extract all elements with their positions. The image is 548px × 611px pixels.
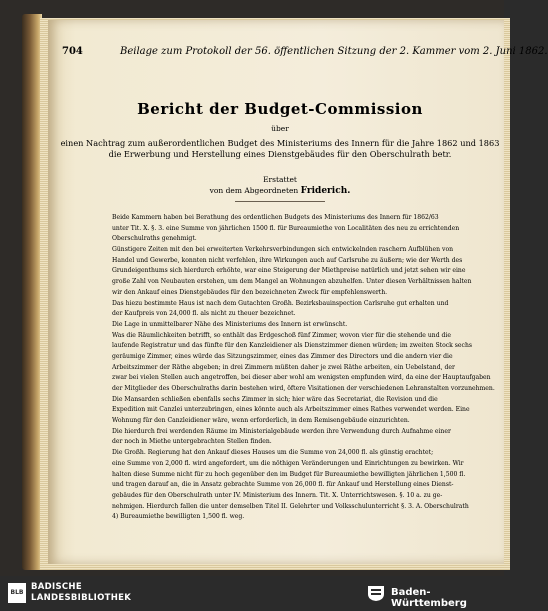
text-line: Die hierdurch frei werdenden Räume im Ministerialgebäude werden ihre Verwendung durch Aufnahme einer	[112, 427, 451, 435]
text-line: und tragen darauf an, die in Ansatz gebrachte Summe von 26,000 fl. für Ankauf und Herstellung eines Dienst-	[112, 481, 454, 489]
report-body	[112, 213, 500, 523]
text-line: Günstigere Zeiten mit den bei erweiterten Verkehrsverbindungen sich entwickelnden raschern Aufblühen von	[112, 246, 454, 254]
page-header	[62, 46, 548, 60]
text-line: gebäudes für den Oberschulrath unter IV. Ministerium des Innern. Tit. X. Unterrichtswesen. §. 10 a. zu ge-	[112, 491, 443, 499]
text-line: Wohnung für den Canzleidiener wäre, wenn erforderlich, in dem Remisengebäude einzurichten.	[112, 417, 410, 425]
running-head: Beilage zum Protokoll der 56. öffentlichen Sitzung der 2. Kammer vom 2. Juni 1862.	[120, 46, 548, 57]
text-line: eine Summe von 2,000 fl. wird angefordert, um die nöthigen Veränderungen und Einrichtungen zu bewirken. Wir	[112, 459, 464, 467]
text-line: der Kaufpreis von 24,000 fl. als nicht zu theuer bezeichnet.	[112, 310, 296, 318]
subtitle-line: die Erwerbung und Herstellung eines Dienstgebäudes für den Oberschulrath betr.	[108, 149, 452, 159]
text-line: Die Lage in unmittelbarer Nähe des Ministeriums des Innern ist erwünscht.	[112, 320, 348, 328]
subtitle-line: einen Nachtrag zum außerordentlichen Budget des Ministeriums des Innern für die Jahre 1862 und 1863	[60, 138, 500, 148]
text-line: halten diese Summe nicht für zu hoch gegenüber den im Budget für Bureaumiethe bewilligten jährlichen 1,500 fl.	[112, 470, 466, 478]
page-number: 704	[62, 46, 83, 57]
baden-wuerttemberg-lion-crest-icon	[366, 584, 386, 602]
text-line: Arbeitszimmer der Räthe abgeben; in drei Zimmern müßten daher je zwei Räthe arbeiten, ein Uebelstand, der	[112, 363, 455, 371]
text-line: Das hiezu bestimmte Haus ist nach dem Gutachten Großh. Bezirksbauinspection Carlsruhe gut erhalten und	[112, 299, 449, 307]
library-name-line: BADISCHE	[31, 582, 82, 592]
text-line: der Mitglieder des Oberschulraths darin bestehen wird, öftere Visitationen der verschiedenen Lehranstalten vorzunehmen.	[112, 385, 495, 392]
text-line: Was die Räumlichkeiten betrifft, so enthält das Erdgeschoß fünf Zimmer, wovon vier für die stehende und die	[112, 331, 451, 339]
text-line: Oberschulraths genehmigt.	[112, 235, 197, 243]
title-connector: über	[271, 124, 289, 133]
text-line: nehmigen. Hierdurch fallen die unter demselben Titel II. Gelehrter und Volksschulunterricht §. 3. A. Oberschulrath	[112, 502, 469, 510]
book-spine	[22, 14, 42, 570]
text-line: große Zahl von Neubauten erstehen, um dem Mangel an Wohnungen abzuhelfen. Unter diesen Verhältnissen halten	[112, 278, 472, 286]
text-line: Die Großh. Regierung hat den Ankauf dieses Hauses um die Summe von 24,000 fl. als günstig erachtet;	[112, 449, 434, 457]
text-line: Die Mansarden schließen ebenfalls sechs Zimmer in sich; hier wäre das Secretariat, die Revision und die	[112, 395, 438, 403]
state-name: Baden-Württemberg	[391, 587, 467, 609]
report-subtitle	[60, 138, 500, 160]
text-line: Handel und Gewerbe, konnten nicht verfehlen, ihre Wirkungen auch auf Carlsruhe zu äußern; wie der Werth des	[112, 256, 463, 264]
erstattet-label: Erstattet	[263, 175, 297, 184]
byline-prefix: von dem Abgeordneten	[209, 186, 299, 195]
text-line: zwar bei vielen Stellen auch angetroffen, bei dieser aber wohl am wenigsten empfunden wird, da eine der Hauptaufgaben	[112, 374, 491, 382]
section-divider	[235, 201, 325, 202]
footer-bar	[0, 576, 504, 611]
text-line: der noch in Miethe untergebrachten Stellen finden.	[112, 438, 272, 446]
text-line: Expedition mit Canzlei unterzubringen, eines könnte auch als Arbeitszimmer eines Rathes verwendet werden. Eine	[112, 406, 470, 414]
text-line: laufende Registratur und das fünfte für den Kanzleidiener als Dienstzimmer dienen würden; im zweiten Stock sechs	[112, 342, 473, 350]
text-line: Beide Kammern haben bei Berathung des ordentlichen Budgets des Ministeriums des Innern für 1862/63	[112, 214, 439, 221]
text-line: unter Tit. X. §. 3. eine Summe von jährlichen 1500 fl. für Bureaumiethe von Localitäten des neu zu errichtenden	[112, 224, 460, 232]
author-name: Friderich.	[300, 186, 351, 196]
text-line: Grundeigenthums sich hierdurch erhöhte, war eine Steigerung der Miethpreise natürlich und jetzt sehen wir eine	[112, 267, 466, 275]
report-title: Bericht der Budget-Commission	[137, 100, 423, 118]
author-byline	[60, 186, 500, 196]
text-line: wir den Ankauf eines Dienstgebäudes für den bezeichneten Zweck für empfehlenswerth.	[112, 288, 388, 296]
library-name	[31, 582, 131, 604]
text-line: geräumige Zimmer, eines würde das Sitzungszimmer, eines das Zimmer des Directors und die andern vier die	[112, 352, 453, 360]
blb-logo-icon: BLB	[8, 583, 26, 603]
text-line: 4) Bureaumiethe bewilligten 1,500 fl. weg.	[112, 513, 245, 521]
library-name-line: LANDESBIBLIOTHEK	[31, 593, 132, 603]
